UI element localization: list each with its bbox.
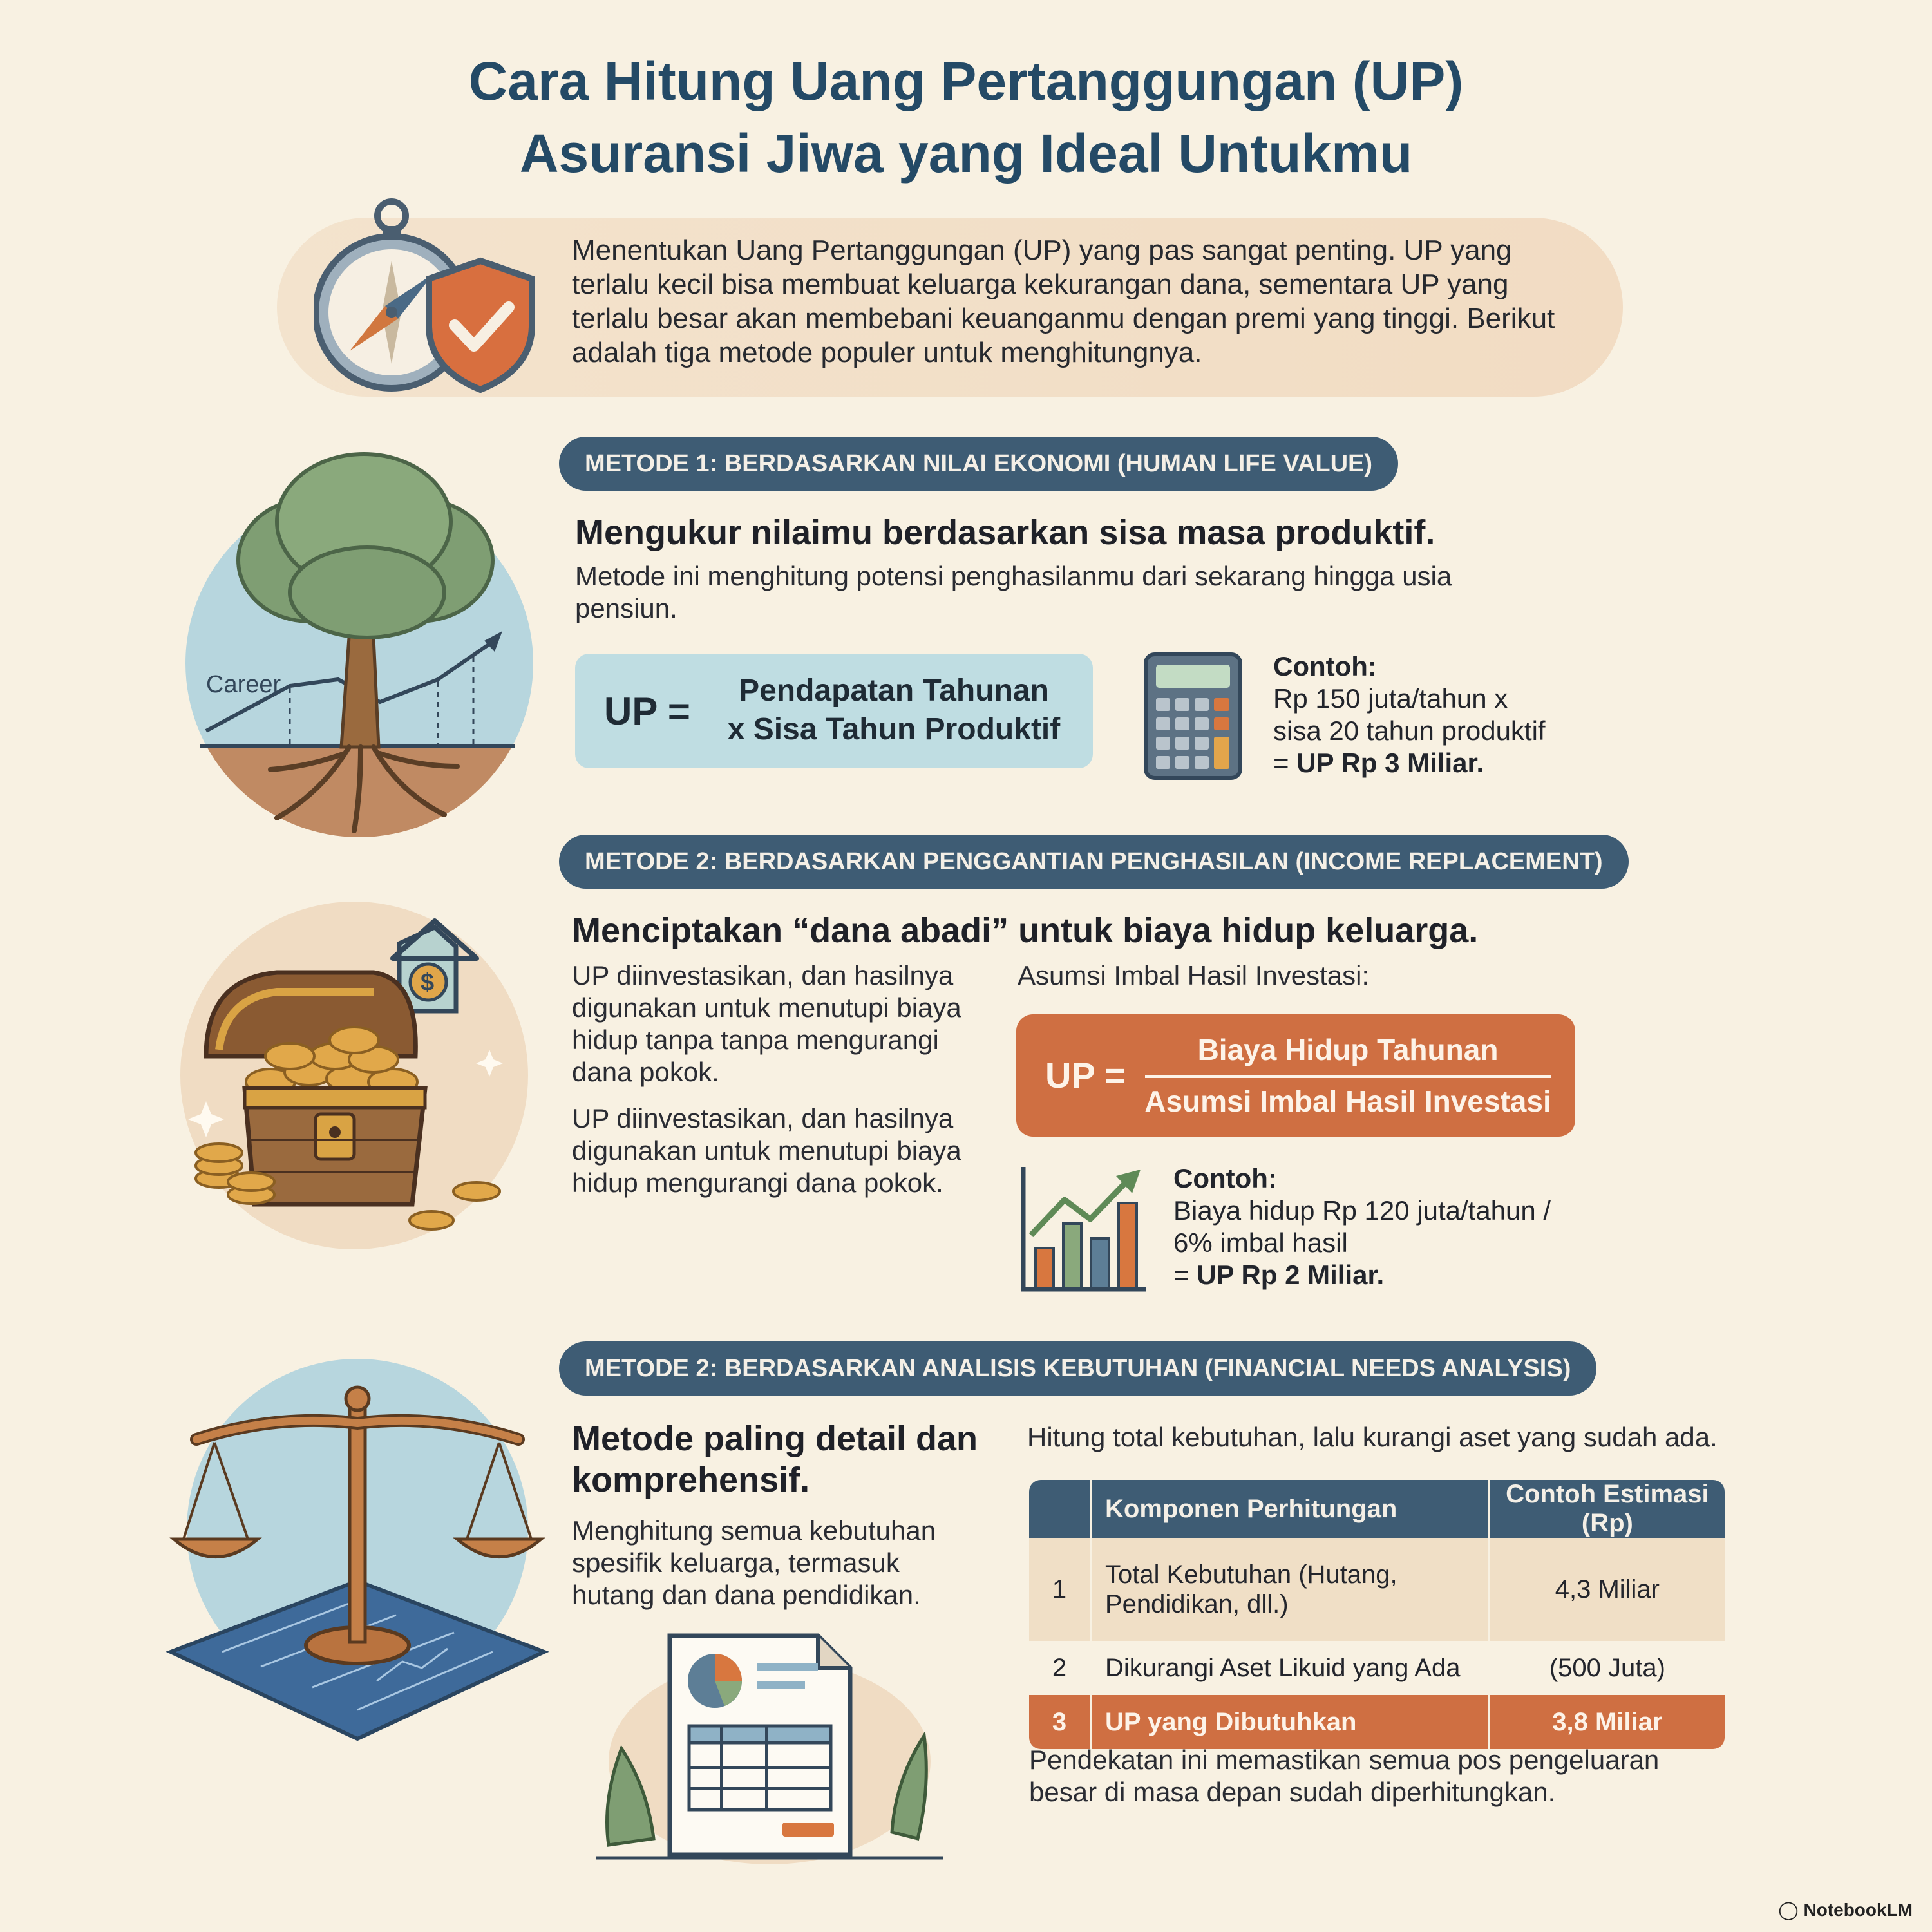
formula-2-numerator: Biaya Hidup Tahunan	[1197, 1033, 1499, 1066]
method-3-heading-line-2: komprehensif.	[572, 1461, 810, 1499]
formula-2-denominator: Asumsi Imbal Hasil Investasi	[1144, 1084, 1551, 1118]
example-1-line-1: Rp 150 juta/tahun x	[1273, 683, 1508, 714]
method-3-instruction: Hitung total kebutuhan, lalu kurangi aset yang sudah ada.	[1027, 1422, 1718, 1452]
method-2-example	[1173, 1162, 1611, 1291]
table-row	[1029, 1641, 1725, 1695]
method-3-description: Menghitung semua kebutuhan spesifik keluarga, termasuk hutang dan dana pendidikan.	[572, 1515, 936, 1610]
calculator-icon	[1143, 652, 1243, 781]
document-report-icon	[596, 1626, 956, 1868]
row-number: 3	[1029, 1695, 1091, 1749]
intro-text: Menentukan Uang Pertanggungan (UP) yang pas sangat penting. UP yang terlalu kecil bisa membuat keluarga kekurangan dana, sementara UP yang terlalu besar akan membebani keuanganmu dengan premi yang tinggi. Berikut adalah tiga metode populer untuk menghitungnya.	[572, 234, 1555, 368]
example-1-line-2: sisa 20 tahun produktif	[1273, 715, 1546, 746]
method-2-heading: Menciptakan “dana abadi” untuk biaya hidup keluarga.	[572, 911, 1479, 950]
title-line-1: Cara Hitung Uang Pertanggungan (UP)	[468, 51, 1464, 111]
row-component: Total Kebutuhan (Hutang, Pendidikan, dll.)	[1091, 1538, 1489, 1641]
balance-scale-icon	[164, 1359, 551, 1752]
method-1-description: Metode ini menghitung potensi penghasilanmu dari sekarang hingga usia pensiun.	[575, 561, 1452, 623]
example-2-label: Contoh:	[1173, 1163, 1277, 1193]
title-line-2: Asuransi Jiwa yang Ideal Untukmu	[519, 123, 1413, 184]
table-row	[1029, 1538, 1725, 1641]
example-2-result-prefix: =	[1173, 1260, 1197, 1290]
brand-mark	[1778, 1899, 1913, 1920]
needs-analysis-table	[1029, 1480, 1725, 1749]
table-row-total	[1029, 1695, 1725, 1749]
formula-1-lhs: UP =	[604, 690, 690, 733]
tree-growth-icon	[180, 444, 541, 844]
row-value: 3,8 Miliar	[1489, 1695, 1725, 1749]
row-component: Dikurangi Aset Likuid yang Ada	[1091, 1641, 1489, 1695]
method-2-pill: METODE 2: BERDASARKAN PENGGANTIAN PENGHASILAN (INCOME REPLACEMENT)	[559, 835, 1629, 889]
row-number: 2	[1052, 1653, 1067, 1682]
method-2-paragraph-2: UP diinvestasikan, dan hasilnya digunakan untuk menutupi biaya hidup mengurangi dana pokok.	[572, 1103, 961, 1198]
method-1-heading: Mengukur nilaimu berdasarkan sisa masa produktif.	[575, 513, 1435, 552]
row-value: (500 Juta)	[1489, 1641, 1725, 1695]
table-header-estimate: Contoh Estimasi (Rp)	[1489, 1480, 1725, 1538]
formula-1-line-1: Pendapatan Tahunan	[739, 674, 1049, 708]
method-2-assumption-label: Asumsi Imbal Hasil Investasi:	[1018, 960, 1370, 990]
example-1-result-prefix: =	[1273, 748, 1297, 778]
notebooklm-icon: ◯	[1778, 1900, 1799, 1920]
example-2-result: UP Rp 2 Miliar.	[1197, 1260, 1385, 1290]
method-2-paragraph-1: UP diinvestasikan, dan hasilnya digunakan untuk menutupi biaya hidup tanpa tanpa mengurangi dana pokok.	[572, 960, 961, 1087]
method-1-example	[1273, 650, 1634, 779]
row-value: 4,3 Miliar	[1489, 1538, 1725, 1641]
example-1-result: UP Rp 3 Miliar.	[1296, 748, 1484, 778]
row-component: UP yang Dibutuhkan	[1091, 1695, 1489, 1749]
career-label: Career	[206, 671, 281, 698]
formula-2-fraction-bar	[1145, 1075, 1551, 1078]
svg-text:$: $	[421, 969, 435, 996]
table-header-no	[1029, 1480, 1091, 1538]
table-header-component: Komponen Perhitungan	[1091, 1480, 1489, 1538]
row-number: 1	[1029, 1538, 1091, 1641]
formula-2-lhs: UP =	[1045, 1055, 1126, 1095]
method-3-pill: METODE 2: BERDASARKAN ANALISIS KEBUTUHAN (FINANCIAL NEEDS ANALYSIS)	[559, 1341, 1596, 1396]
method-3-heading-line-1: Metode paling detail dan	[572, 1419, 978, 1458]
page-title	[0, 45, 1932, 189]
method-2-formula	[1016, 1014, 1575, 1137]
growth-chart-icon	[1019, 1164, 1148, 1293]
brand-label: NotebookLM	[1803, 1900, 1913, 1920]
formula-1-line-2: x Sisa Tahun Produktif	[727, 712, 1061, 746]
method-1-formula	[575, 654, 1093, 768]
treasure-chest-icon	[180, 895, 541, 1256]
compass-shield-icon	[314, 196, 546, 402]
example-2-line-2: 6% imbal hasil	[1173, 1227, 1348, 1258]
method-1-pill: METODE 1: BERDASARKAN NILAI EKONOMI (HUMAN LIFE VALUE)	[559, 437, 1398, 491]
method-3-heading	[572, 1418, 1023, 1501]
example-1-label: Contoh:	[1273, 651, 1377, 681]
method-3-closing: Pendekatan ini memastikan semua pos pengeluaran besar di masa depan sudah diperhitungkan.	[1029, 1745, 1660, 1807]
example-2-line-1: Biaya hidup Rp 120 juta/tahun /	[1173, 1195, 1551, 1226]
